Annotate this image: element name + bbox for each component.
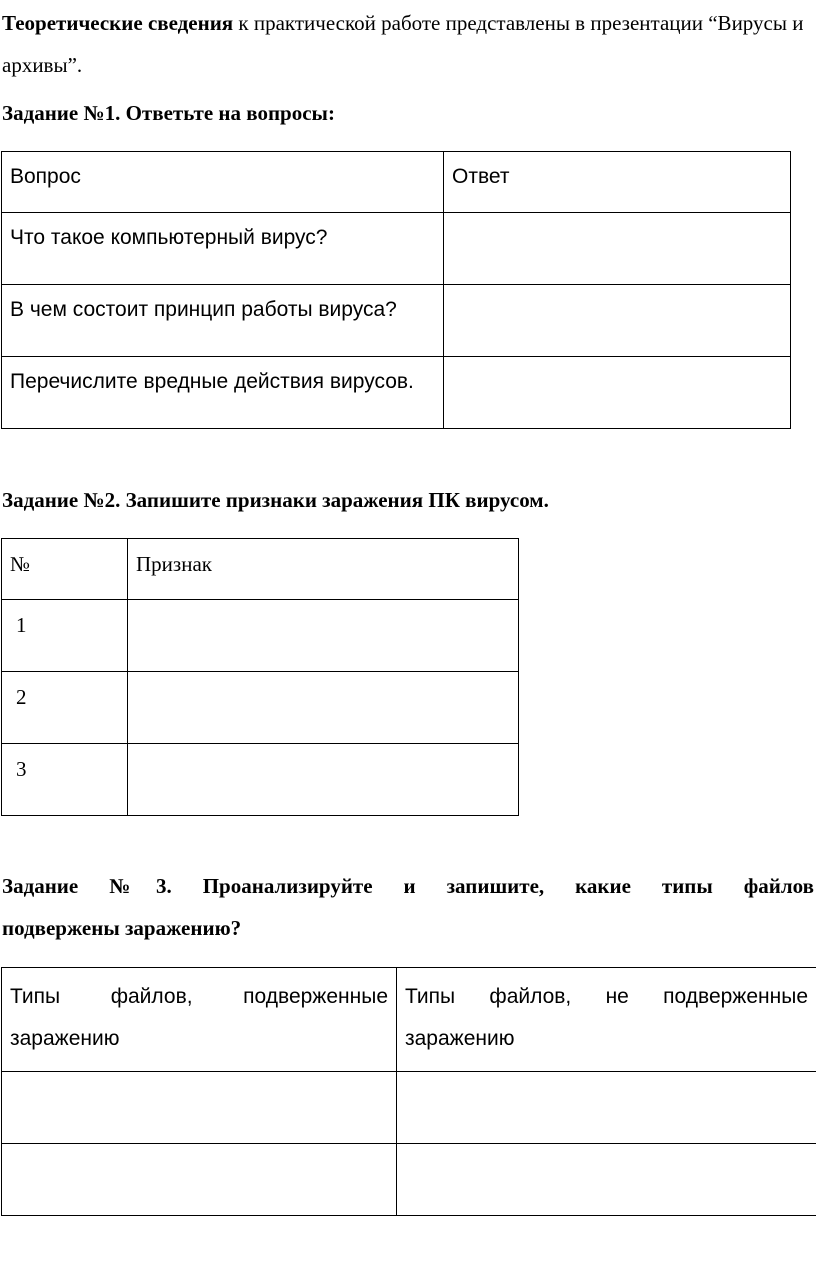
- table-row: [2, 600, 519, 672]
- intro-paragraph: [2, 2, 814, 86]
- susceptible-cell[interactable]: [2, 1072, 397, 1144]
- question-cell: В чем состоит принцип работы вируса?: [2, 285, 444, 357]
- task3-heading: [2, 865, 814, 949]
- header-answer: Ответ: [444, 152, 791, 213]
- not-susceptible-cell[interactable]: [397, 1144, 816, 1216]
- susceptible-cell[interactable]: [2, 1144, 397, 1216]
- header-question: Вопрос: [2, 152, 444, 213]
- table-row: [2, 744, 519, 816]
- question-cell: Что такое компьютерный вирус?: [2, 213, 444, 285]
- answer-cell[interactable]: [444, 213, 791, 285]
- table-header-row: [2, 968, 816, 1072]
- intro-text: к практической работе представлены в презентации “Вирусы и архивы”.: [2, 11, 804, 77]
- not-susceptible-cell[interactable]: [397, 1072, 816, 1144]
- task3-heading-line2: подвержены заражению?: [2, 916, 242, 940]
- header-susceptible: Типы файлов, подверженные заражению: [2, 968, 397, 1072]
- table-row: [2, 672, 519, 744]
- header-sign: Признак: [128, 539, 519, 600]
- table-row: [2, 357, 791, 429]
- question-cell: Перечислите вредные действия вирусов.: [2, 357, 444, 429]
- answer-cell[interactable]: [444, 357, 791, 429]
- answer-cell[interactable]: [444, 285, 791, 357]
- sign-cell[interactable]: [128, 744, 519, 816]
- sign-cell[interactable]: [128, 600, 519, 672]
- table-row: [2, 285, 791, 357]
- sign-cell[interactable]: [128, 672, 519, 744]
- intro-bold-label: Теоретические сведения: [2, 11, 234, 35]
- table-header-row: [2, 539, 519, 600]
- table-row: [2, 1144, 816, 1216]
- task2-heading: Задание №2. Запишите признаки заражения ПК вирусом.: [2, 488, 549, 512]
- table-row: [2, 213, 791, 285]
- file-types-table: [1, 967, 816, 1216]
- task1-heading: Задание №1. Ответьте на вопросы:: [2, 101, 335, 125]
- task3-heading-line1: Задание №3. Проанализируйте и запишите, какие типы файлов: [2, 874, 814, 898]
- row-number: 2: [2, 672, 128, 744]
- row-number: 1: [2, 600, 128, 672]
- questions-table: [1, 151, 791, 429]
- header-number: №: [2, 539, 128, 600]
- row-number: 3: [2, 744, 128, 816]
- infection-signs-table: [1, 538, 519, 816]
- header-not-susceptible: Типы файлов, не подверженные заражению: [397, 968, 816, 1072]
- table-header-row: [2, 152, 791, 213]
- table-row: [2, 1072, 816, 1144]
